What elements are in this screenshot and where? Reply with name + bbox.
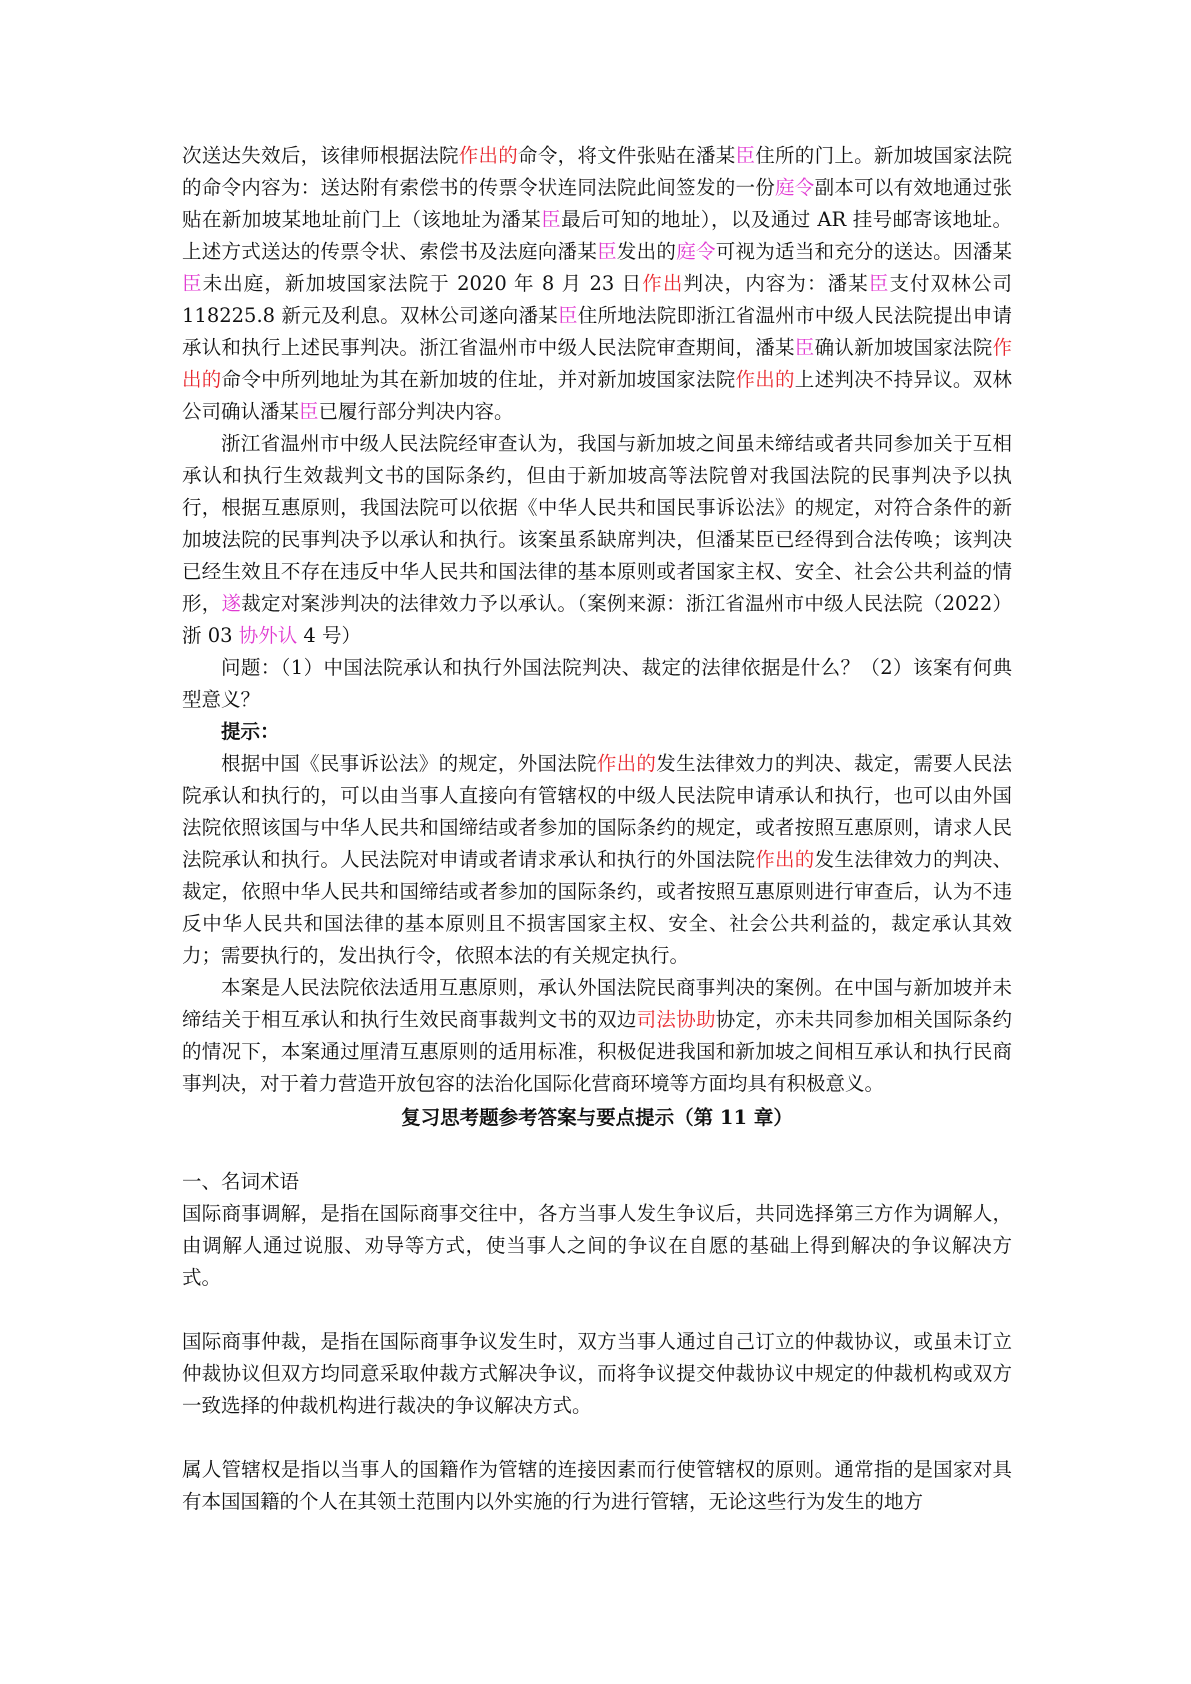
highlighted-text: 臣 <box>557 304 578 327</box>
text-run: 判决，内容为：潘某 <box>683 272 869 295</box>
highlighted-text: 作出的 <box>182 336 1012 391</box>
text-run: 根据中国《民事诉讼法》的规定，外国法院 <box>221 752 597 775</box>
text-run: 发生法律效力的判决、裁定，依照中华人民共和国缔结或者参加的国际条约，或者按照互惠原则进行审查后，认为不违反中华人民共和国法律的基本原则且不损害国家主权、安全、社会公共利益的，裁定承认其效力；需要执行的，发出执行令，依照本法的有关规定执行。 <box>182 848 1012 967</box>
text-run: 浙江省温州市中级人民法院经审查认为，我国与新加坡之间虽未缔结或者共同参加关于互相承认和执行生效裁判文书的国际条约，但由于新加坡高等法院曾对我国法院的民事判决予以执行，根据互惠原则，我国法院可以依据《中华人民共和国民事诉讼法》的规定，对符合条件的新加坡法院的民事判决予以承认和执行。该案虽系缺席判决，但潘某臣已经得到合法传唤；该判决已经生效且不存在违反中华人民共和国法律的基本原则或者国家主权、安全、社会公共利益的情形， <box>182 432 1012 615</box>
spacer <box>182 1134 1012 1166</box>
text-run: 问题：（1）中国法院承认和执行外国法院判决、裁定的法律依据是什么？（2）该案有何典型意义？ <box>182 656 1012 711</box>
document-page <box>182 140 1012 1518</box>
text-run: 副本可以有效地通过张贴在新加坡某地址前门上（该地址为潘某 <box>182 176 1012 231</box>
spacer <box>182 1294 1012 1326</box>
highlighted-text: 提示： <box>221 720 280 743</box>
text-run: 协定，亦未共同参加相关国际条约的情况下，本案通过厘清互惠原则的适用标准，积极促进我国和新加坡之间相互承认和执行民商事判决，对于着力营造开放包容的法治化国际化营商环境等方面均具有积极意义。 <box>182 1008 1012 1095</box>
highlighted-text: 遂 <box>221 592 242 615</box>
highlighted-text: 作出 <box>642 272 684 295</box>
term-arbitration: 国际商事仲裁，是指在国际商事争议发生时，双方当事人通过自己订立的仲裁协议，或虽未订立仲裁协议但双方均同意采取仲裁方式解决争议，而将争议提交仲裁协议中规定的仲裁机构或双方一致选择的仲裁机构进行裁决的争议解决方式。 <box>182 1330 1012 1417</box>
highlighted-text: 作出的 <box>596 752 657 775</box>
highlighted-text: 臣 <box>794 336 815 359</box>
term-mediation: 国际商事调解，是指在国际商事交往中，各方当事人发生争议后，共同选择第三方作为调解人，由调解人通过说服、劝导等方式，使当事人之间的争议在自愿的基础上得到解决的争议解决方式。 <box>182 1202 1012 1289</box>
text-run: 支付双林公司 118225.8 新元及利息。双林公司遂向潘某 <box>182 272 1012 327</box>
text-run: 上述判决不持异议。双林公司确认潘某 <box>182 368 1012 423</box>
highlighted-text: 臣 <box>868 272 890 295</box>
highlighted-text: 臣 <box>735 144 756 167</box>
highlighted-text: 作出的 <box>735 368 795 391</box>
text-run: 命令中所列地址为其在新加坡的住址，并对新加坡国家法院 <box>221 368 736 391</box>
text-run: 已履行部分判决内容。 <box>318 400 514 423</box>
highlighted-text: 臣 <box>299 400 319 423</box>
text-run: 4 号） <box>297 624 362 647</box>
case-facts-paragraph <box>182 140 1012 428</box>
highlighted-text: 作出的 <box>755 848 815 871</box>
highlighted-text: 庭令 <box>676 240 716 263</box>
text-run: 住所的门上。新加坡国家法院的命令内容为：送达附有索偿书的传票令状连同法院此间签发的一份 <box>182 144 1012 199</box>
text-run: 发生法律效力的判决、裁定，需要人民法院承认和执行的，可以由当事人直接向有管辖权的中级人民法院申请承认和执行，也可以由外国法院依照该国与中华人民共和国缔结或者参加的国际条约的规定，或者按照互惠原则，请求人民法院承认和执行。人民法院对申请或者请求承认和执行的外国法院 <box>182 752 1012 871</box>
highlighted-text: 臣 <box>182 272 203 295</box>
text-run: 未出庭，新加坡国家法院于 2020 年 8 月 23 日 <box>202 272 643 295</box>
hint-significance-paragraph <box>182 972 1012 1100</box>
highlighted-text: 臣 <box>597 240 617 263</box>
highlighted-text: 司法协助 <box>636 1008 716 1031</box>
subsection-title: 一、名词术语 <box>182 1170 300 1193</box>
term-personal-jurisdiction: 属人管辖权是指以当事人的国籍作为管辖的连接因素而行使管辖权的原则。通常指的是国家对具有本国国籍的个人在其领土范围内以外实施的行为进行管辖，无论这些行为发生的地方 <box>182 1458 1012 1513</box>
highlighted-text: 庭令 <box>775 176 815 199</box>
text-run: 发出的 <box>616 240 677 263</box>
text-run: 裁定对案涉判决的法律效力予以承认。（案例来源：浙江省温州市中级人民法院（2022）浙 03 <box>182 592 1012 647</box>
highlighted-text: 臣 <box>541 208 562 231</box>
highlighted-text: 作出的 <box>458 144 519 167</box>
text-run: 最后可知的地址），以及通过 AR 挂号邮寄该地址。上述方式送达的传票令状、索偿书及法庭向潘某 <box>182 208 1012 263</box>
spacer <box>182 1422 1012 1454</box>
hint-legal-basis-paragraph <box>182 748 1012 972</box>
question-paragraph <box>182 652 1012 716</box>
court-reasoning-paragraph <box>182 428 1012 652</box>
section-title: 复习思考题参考答案与要点提示（第 11 章） <box>401 1106 793 1129</box>
text-run: 命令，将文件张贴在潘某 <box>518 144 736 167</box>
text-run: 住所地法院即浙江省温州市中级人民法院提出申请承认和执行上述民事判决。浙江省温州市中级人民法院审查期间，潘某 <box>182 304 1012 359</box>
text-run: 本案是人民法院依法适用互惠原则，承认外国法院民商事判决的案例。在中国与新加坡并未缔结关于相互承认和执行生效民商事裁判文书的双边 <box>182 976 1012 1031</box>
text-run: 次送达失效后，该律师根据法院 <box>182 144 459 167</box>
highlighted-text: 协外认 <box>238 624 298 647</box>
text-run: 可视为适当和充分的送达。因潘某 <box>715 240 1012 263</box>
text-run: 确认新加坡国家法院 <box>814 336 993 359</box>
hint-label <box>182 716 1012 748</box>
